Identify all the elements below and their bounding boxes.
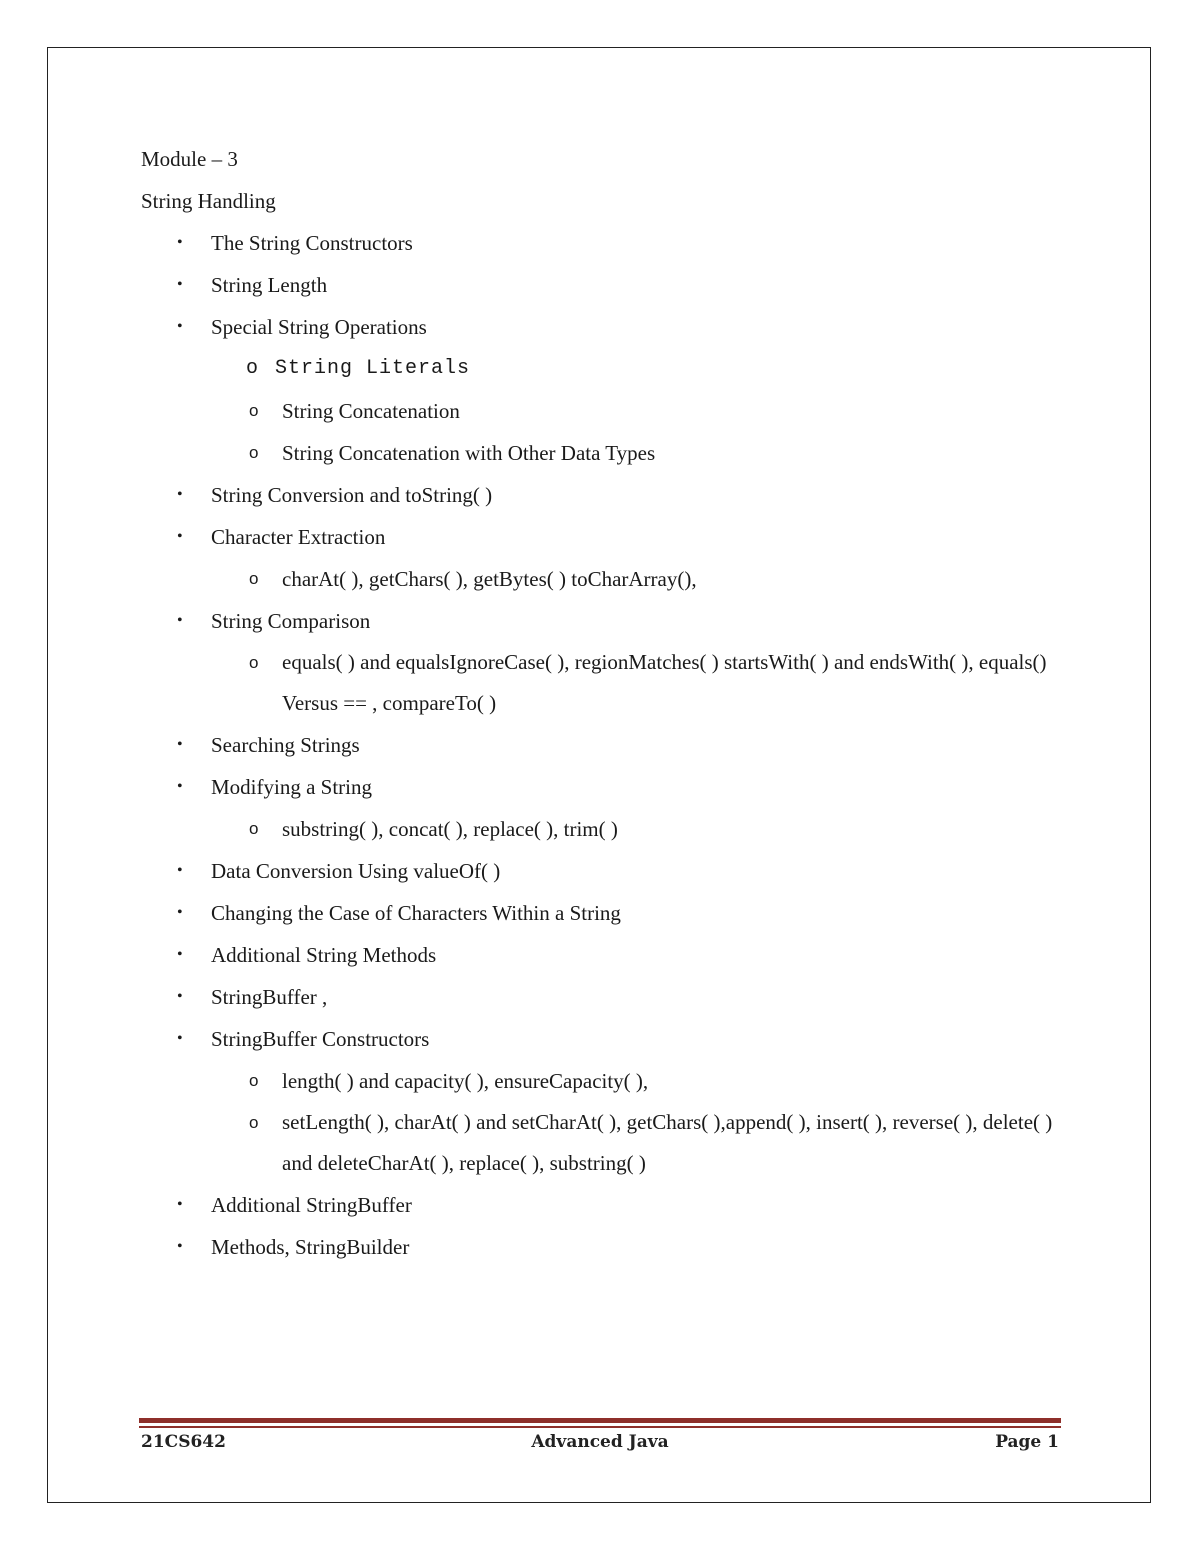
- bullet-icon: •: [177, 234, 183, 251]
- list-item: • String Conversion and toString( ): [141, 474, 1071, 516]
- sub-list-item: o String Concatenation with Other Data Types: [141, 432, 1071, 474]
- circle-bullet-icon: o: [249, 653, 259, 672]
- list-item: • Character Extraction: [141, 516, 1071, 558]
- circle-bullet-icon: o: [249, 1113, 259, 1132]
- sub-list-item: o charAt( ), getChars( ), getBytes( ) toCharArray(),: [141, 558, 1071, 600]
- bullet-icon: •: [177, 736, 183, 753]
- list-item: • Changing the Case of Characters Within a String: [141, 892, 1071, 934]
- list-item: • StringBuffer ,: [141, 976, 1071, 1018]
- list-item: • Additional String Methods: [141, 934, 1071, 976]
- circle-bullet-icon: o: [249, 569, 259, 588]
- sub-list-item: o substring( ), concat( ), replace( ), trim( ): [141, 808, 1071, 850]
- bullet-icon: •: [177, 904, 183, 921]
- footer-rule-thin: [139, 1426, 1061, 1428]
- list-item: • Searching Strings: [141, 724, 1071, 766]
- bullet-icon: •: [177, 1030, 183, 1047]
- bullet-icon: •: [177, 276, 183, 293]
- bullet-icon: •: [177, 612, 183, 629]
- sub-list-item: o length( ) and capacity( ), ensureCapacity( ),: [141, 1060, 1071, 1102]
- page-number: Page 1: [995, 1432, 1059, 1452]
- bullet-icon: •: [177, 778, 183, 795]
- list-item: • Methods, StringBuilder: [141, 1226, 1071, 1268]
- list-item: • Modifying a String: [141, 766, 1071, 808]
- sub-list-item: o equals( ) and equalsIgnoreCase( ), regionMatches( ) startsWith( ) and endsWith( ), equals() Versus == , compareTo( ): [141, 642, 1062, 724]
- sub-list-item: o String Literals: [141, 348, 1071, 390]
- sub-list-item: o String Concatenation: [141, 390, 1071, 432]
- bullet-icon: •: [177, 1238, 183, 1255]
- bullet-icon: •: [177, 1196, 183, 1213]
- bullet-icon: •: [177, 318, 183, 335]
- bullet-icon: •: [177, 528, 183, 545]
- circle-bullet-icon: o: [249, 819, 259, 838]
- list-item: • String Length: [141, 264, 1071, 306]
- circle-bullet-icon: o: [249, 1071, 259, 1090]
- sub-list-item: o setLength( ), charAt( ) and setCharAt( ), getChars( ),append( ), insert( ), reverse( ), delete( ) and deleteCharAt( ), replace( ), substring( ): [141, 1102, 1062, 1184]
- list-item: • The String Constructors: [141, 222, 1071, 264]
- circle-bullet-icon: o: [249, 443, 259, 462]
- bullet-icon: •: [177, 486, 183, 503]
- document-body: [141, 138, 1071, 1268]
- bullet-icon: •: [177, 862, 183, 879]
- bullet-icon: •: [177, 988, 183, 1005]
- list-item: • StringBuffer Constructors: [141, 1018, 1071, 1060]
- list-item: • Additional StringBuffer: [141, 1184, 1071, 1226]
- list-item: • String Comparison: [141, 600, 1071, 642]
- module-label: Module – 3: [141, 147, 238, 171]
- footer-rule: [139, 1418, 1061, 1423]
- course-title: Advanced Java: [531, 1432, 669, 1452]
- bullet-icon: •: [177, 946, 183, 963]
- list-item: • Special String Operations: [141, 306, 1071, 348]
- section-heading: String Handling: [141, 189, 276, 213]
- page-footer: [141, 1432, 1059, 1458]
- course-code: 21CS642: [141, 1432, 226, 1452]
- circle-bullet-icon: o: [249, 401, 259, 420]
- circle-bullet-icon: o: [246, 357, 260, 380]
- list-item: • Data Conversion Using valueOf( ): [141, 850, 1071, 892]
